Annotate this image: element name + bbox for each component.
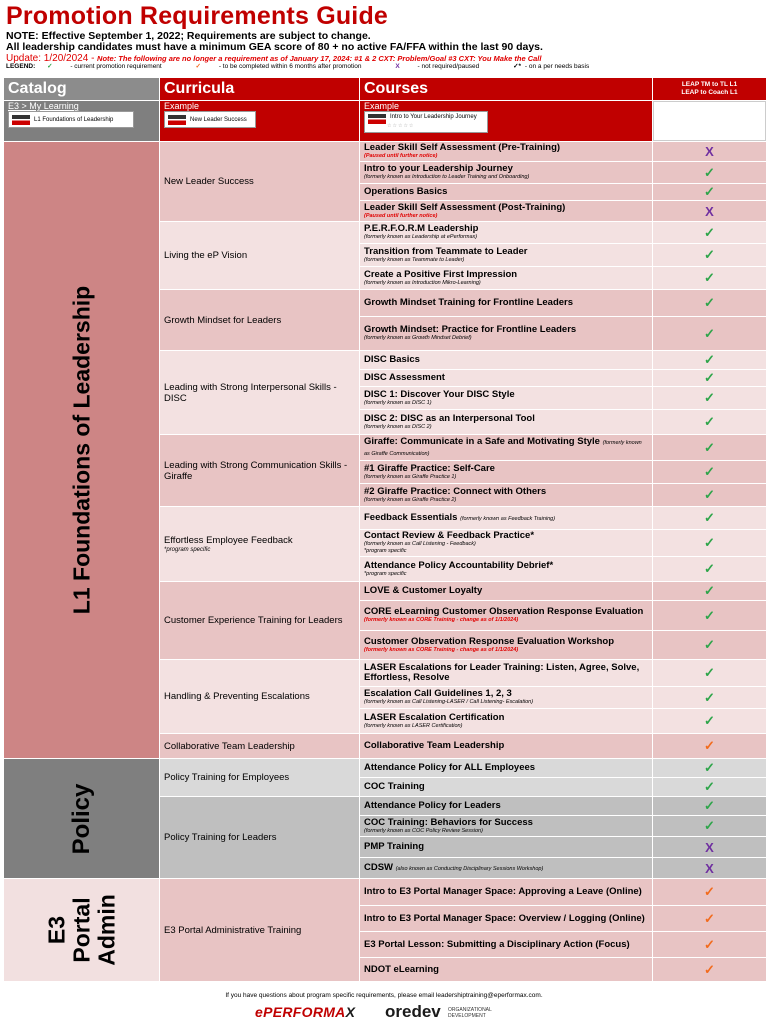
course-row <box>360 435 652 461</box>
header-curricula: Curricula <box>160 78 359 100</box>
course-title <box>364 143 648 153</box>
check-icon: ✓ <box>653 317 766 351</box>
check-icon: ✓ <box>653 222 766 244</box>
curriculum-eef-note: *program specific <box>164 546 211 553</box>
check-icon: ✓ <box>653 484 766 507</box>
course-row <box>360 797 652 816</box>
course-title-text: NDOT eLearning <box>364 963 439 975</box>
course-row <box>360 387 652 410</box>
curriculum-ctl: Collaborative Team Leadership <box>160 734 359 759</box>
curriculum-cxt: Customer Experience Training for Leaders <box>160 582 359 660</box>
course-title <box>364 561 648 571</box>
course-note: (formerly known as Call Listening - Feedback) <box>364 541 476 547</box>
course-title-text: Leader Skill Self Assessment (Pre-Training) <box>364 142 561 153</box>
course-title-text: Transition from Teammate to Leader <box>364 245 528 257</box>
page-title: Promotion Requirements Guide <box>6 2 389 30</box>
course-title-text: #1 Giraffe Practice: Self-Care <box>364 462 495 474</box>
check-icon: ✓ <box>653 709 766 734</box>
gea-note: All leadership candidates must have a minimum GEA score of 80 + no active FA/FFA within the last 90 days. <box>6 41 543 53</box>
course-title <box>364 607 648 617</box>
star-check-icon: ✓* <box>513 63 522 70</box>
check-icon: ✓ <box>653 816 766 837</box>
section-e3 <box>4 879 159 982</box>
course-note: (formerly known as COC Policy Review Session) <box>364 827 483 834</box>
course-row <box>360 687 652 709</box>
course-row <box>360 778 652 797</box>
course-note: (formerly known as DISC 2) <box>364 423 432 430</box>
example-courses-card-text: Intro to Your Leadership Journey <box>390 114 477 120</box>
check-icon: ✓ <box>653 759 766 778</box>
orange-check-icon: ✓ <box>195 63 201 70</box>
course-title <box>364 782 648 792</box>
header-leap-line2: LEAP to Coach L1 <box>681 89 738 96</box>
curriculum-pte: Policy Training for Employees <box>160 759 359 797</box>
curriculum-eef <box>160 507 359 582</box>
check-icon: ✓ <box>653 244 766 267</box>
x-icon: X <box>653 837 766 858</box>
course-row <box>360 932 652 958</box>
course-title-text: DISC 2: DISC as an Interpersonal Tool <box>364 412 535 424</box>
curriculum-ptl: Policy Training for Leaders <box>160 797 359 879</box>
course-title-text: LOVE & Customer Loyalty <box>364 585 483 596</box>
course-row <box>360 184 652 201</box>
eperformax-logo <box>255 1004 355 1020</box>
legend <box>6 62 621 71</box>
course-title <box>364 801 648 811</box>
course-title-text: Intro to your Leadership Journey <box>364 163 513 174</box>
course-title-text: Leader Skill Self Assessment (Post-Training) <box>364 201 566 213</box>
course-title-note: (formerly known as Feedback Training) <box>460 515 556 522</box>
course-row <box>360 162 652 184</box>
section-e3-label <box>44 894 119 966</box>
header-leap-line1: LEAP TM to TL L1 <box>681 81 738 88</box>
update-date: Update: 1/20/2024 - <box>6 53 95 64</box>
check-icon: ✓ <box>653 387 766 410</box>
course-row <box>360 858 652 879</box>
course-row <box>360 958 652 982</box>
eperformax-logo-x: X <box>345 1004 356 1020</box>
course-row <box>360 906 652 932</box>
example-courses <box>360 101 652 141</box>
course-title <box>364 887 648 897</box>
section-e3-line3: Admin <box>93 894 119 966</box>
curriculum-hpe: Handling & Preventing Escalations <box>160 660 359 734</box>
course-title <box>364 818 648 828</box>
check-icon: ✓ <box>653 797 766 816</box>
rating-stars-icon: ☆☆☆☆☆ <box>387 123 415 129</box>
course-title-text: Operations Basics <box>364 186 448 197</box>
course-note: *program specific <box>364 570 407 577</box>
course-title-text: Growth Mindset Training for Frontline Leaders <box>364 297 574 308</box>
check-icon: ✓ <box>653 601 766 631</box>
oredev-logo-sub2: DEVELOPMENT <box>448 1013 486 1019</box>
header-courses: Courses <box>360 78 652 100</box>
course-row <box>360 370 652 387</box>
course-title-note: (formerly known as Giraffe Communication) <box>364 439 642 457</box>
course-title <box>364 637 648 647</box>
course-title-text: Create a Positive First Impression <box>364 268 518 280</box>
curriculum-thumbnail-icon <box>168 115 186 125</box>
oredev-logo-sub1: ORGANIZATIONAL <box>448 1007 492 1013</box>
course-title <box>364 224 648 234</box>
course-title-text: DISC Assessment <box>364 372 445 383</box>
course-title <box>364 586 648 596</box>
course-row <box>360 317 652 351</box>
course-note: (formerly known as DISC 1) <box>364 399 432 406</box>
course-note: (formerly known as Introduction Mikro-Learning) <box>364 279 481 286</box>
curriculum-gml: Growth Mindset for Leaders <box>160 290 359 351</box>
course-title <box>364 437 648 459</box>
course-title <box>364 187 648 197</box>
course-title-text: Growth Mindset: Practice for Frontline Leaders <box>364 324 577 335</box>
example-leap <box>653 101 766 141</box>
course-title-text: Attendance Policy for Leaders <box>364 800 501 811</box>
course-title-text: LASER Escalation Certification <box>364 711 505 723</box>
check-icon: ✓ <box>653 687 766 709</box>
course-title <box>364 741 648 751</box>
section-e3-line2: Portal <box>68 897 94 963</box>
course-row <box>360 709 652 734</box>
orange-check-icon: ✓ <box>653 879 766 906</box>
course-row <box>360 461 652 484</box>
curriculum-lev: Living the eP Vision <box>160 222 359 290</box>
course-title <box>364 464 648 474</box>
course-note-secondary: *program specific <box>364 548 407 554</box>
example-courses-label: Example <box>364 101 400 111</box>
footer-question: If you have questions about program specific requirements, please email leadershiptraining@eperformax.com. <box>225 992 543 999</box>
legend-star-text: - on a per needs basis <box>524 63 590 70</box>
course-note: (Paused until further notice) <box>364 153 438 159</box>
x-icon: X <box>653 858 766 879</box>
legend-orange-text: - to be completed within 6 months after promotion <box>218 63 362 70</box>
course-row <box>360 222 652 244</box>
course-title <box>364 164 648 174</box>
check-icon: ✓ <box>653 557 766 582</box>
course-row <box>360 816 652 837</box>
example-courses-card <box>364 111 488 133</box>
course-title-text: DISC Basics <box>364 354 420 365</box>
legend-x-text: - not required/paused <box>417 63 480 70</box>
example-curricula-label: Example <box>164 101 200 111</box>
course-row <box>360 290 652 317</box>
check-icon: ✓ <box>653 351 766 370</box>
course-note: (formerly known as Teammate to Leader) <box>364 256 465 263</box>
course-note: (formerly known as LASER Certification) <box>364 722 463 729</box>
check-icon: ✓ <box>653 631 766 660</box>
course-note: (formerly known as Giraffe Practice 1) <box>364 473 457 480</box>
course-title <box>364 487 648 497</box>
course-title <box>364 914 648 924</box>
course-title <box>364 270 648 280</box>
orange-check-icon: ✓ <box>653 932 766 958</box>
check-icon: ✓ <box>653 370 766 387</box>
course-title-text: Attendance Policy Accountability Debrief* <box>364 559 554 571</box>
course-title-text: PMP Training <box>364 841 425 852</box>
course-row <box>360 507 652 530</box>
course-title-text: LASER Escalations for Leader Training: Listen, Agree, Solve, Effortless, Resolve <box>364 662 640 683</box>
course-title-text: Giraffe: Communicate in a Safe and Motivating Style <box>364 435 600 447</box>
check-icon: ✓ <box>653 267 766 290</box>
check-icon: ✓ <box>653 410 766 435</box>
course-note: (formerly known as CORE Training - change as of 1/1/2024) <box>364 646 519 653</box>
course-title <box>364 298 648 308</box>
course-row <box>360 631 652 660</box>
course-title <box>364 842 648 852</box>
course-row <box>360 837 652 858</box>
x-icon: X <box>653 142 766 162</box>
course-title-text: DISC 1: Discover Your DISC Style <box>364 388 515 400</box>
course-row <box>360 601 652 631</box>
example-catalog-card <box>8 111 134 128</box>
header-leap <box>653 78 766 100</box>
course-row <box>360 484 652 507</box>
course-row <box>360 267 652 290</box>
check-icon: ✓ <box>653 582 766 601</box>
course-title-text: Intro to E3 Portal Manager Space: Approving a Leave (Online) <box>364 886 642 897</box>
x-icon: X <box>653 201 766 222</box>
course-title-text: CORE eLearning Customer Observation Response Evaluation <box>364 606 644 617</box>
oredev-logo-sub <box>448 1007 492 1019</box>
course-title <box>364 965 648 975</box>
course-row <box>360 582 652 601</box>
course-row <box>360 557 652 582</box>
section-e3-line1: E3 <box>43 915 69 945</box>
check-icon: ✓ <box>653 660 766 687</box>
course-title-text: Escalation Call Guidelines 1, 2, 3 <box>364 688 512 699</box>
course-row <box>360 410 652 435</box>
example-curricula-card <box>164 111 256 128</box>
orange-check-icon: ✓ <box>653 906 766 932</box>
curriculum-nls: New Leader Success <box>160 142 359 222</box>
check-icon: ✓ <box>653 184 766 201</box>
curriculum-eef-title: Effortless Employee Feedback <box>164 534 293 546</box>
course-title <box>364 531 648 541</box>
course-title <box>364 763 648 773</box>
effective-note: NOTE: Effective September 1, 2022; Requirements are subject to change. <box>6 30 371 42</box>
curriculum-disc: Leading with Strong Interpersonal Skills - DISC <box>160 351 359 435</box>
example-catalog <box>4 101 159 141</box>
course-title-text: Attendance Policy for ALL Employees <box>364 762 536 773</box>
course-title-text: COC Training <box>364 781 425 792</box>
curriculum-giraffe: Leading with Strong Communication Skills -Giraffe <box>160 435 359 507</box>
check-icon: ✓ <box>653 778 766 797</box>
curriculum-e3: E3 Portal Administrative Training <box>160 879 359 982</box>
course-title-text: Collaborative Team Leadership <box>364 740 505 751</box>
course-title <box>364 203 648 213</box>
course-title <box>364 663 648 683</box>
check-icon: ✓ <box>47 63 53 70</box>
check-icon: ✓ <box>653 435 766 461</box>
x-icon: X <box>395 63 400 70</box>
course-title <box>364 325 648 335</box>
course-note: (formerly known as CORE Training - change as of 1/1/2024) <box>364 617 519 623</box>
course-note: (formerly known as Call Listening-LASER / Call Listening- Escalation) <box>364 699 534 705</box>
course-note: (formerly known as Introduction to Leader Training and Onboarding) <box>364 174 530 180</box>
course-title <box>364 940 648 950</box>
course-note: (formerly known as Leadership at ePerformax) <box>364 234 478 240</box>
course-title-text: #2 Giraffe Practice: Connect with Others <box>364 485 547 497</box>
section-policy <box>4 759 159 879</box>
check-icon: ✓ <box>653 162 766 184</box>
course-title-text: Customer Observation Response Evaluation Workshop <box>364 635 615 647</box>
course-note: (formerly known as Growth Mindset Debrief) <box>364 335 472 341</box>
example-catalog-card-text: L1 Foundations of Leadership <box>34 116 114 123</box>
course-row <box>360 734 652 759</box>
course-row <box>360 244 652 267</box>
course-title <box>364 247 648 257</box>
update-detail: Note: The following are no longer a requirement as of January 17, 2024: #1 & 2 CXT: Problem/Goal #3 CXT: You Make the Call <box>97 54 542 63</box>
course-title-text: CDSW <box>364 861 394 873</box>
course-note: (Paused until further notice) <box>364 212 438 219</box>
course-title <box>364 863 648 874</box>
course-row <box>360 530 652 557</box>
header-catalog: Catalog <box>4 78 159 100</box>
course-title <box>364 689 648 699</box>
course-title-note: (also known as Conducting Disciplinary Sessions Workshop) <box>395 865 544 872</box>
oredev-logo: oredev <box>385 1002 441 1021</box>
check-icon: ✓ <box>653 461 766 484</box>
legend-label: LEGEND: <box>6 63 36 70</box>
example-catalog-label: E3 > My Learning <box>8 101 79 111</box>
section-l1 <box>4 142 159 759</box>
course-row <box>360 879 652 906</box>
course-row <box>360 759 652 778</box>
course-title-text: E3 Portal Lesson: Submitting a Disciplinary Action (Focus) <box>364 938 630 950</box>
orange-check-icon: ✓ <box>653 958 766 982</box>
check-icon: ✓ <box>653 290 766 317</box>
section-l1-label: L1 Foundations of Leadership <box>68 285 94 615</box>
eperformax-logo-text: ePERFORMA <box>255 1004 346 1020</box>
check-icon: ✓ <box>653 530 766 557</box>
course-title <box>364 355 648 365</box>
course-title <box>364 513 648 524</box>
course-row <box>360 201 652 222</box>
course-row <box>360 351 652 370</box>
course-title <box>364 373 648 383</box>
course-title-text: P.E.R.F.O.R.M Leadership <box>364 223 479 234</box>
course-title-text: Feedback Essentials <box>364 511 458 523</box>
example-curricula <box>160 101 359 141</box>
course-thumbnail-icon <box>368 114 386 124</box>
course-note: (formerly known as Giraffe Practice 2) <box>364 496 457 503</box>
course-title <box>364 414 648 424</box>
legend-check-text: - current promotion requirement <box>70 63 162 70</box>
course-title <box>364 390 648 400</box>
section-policy-label: Policy <box>67 783 95 854</box>
example-curricula-card-text: New Leader Success <box>190 116 247 123</box>
course-row <box>360 142 652 162</box>
course-title <box>364 713 648 723</box>
course-thumbnail-icon <box>12 115 30 125</box>
course-title-text: COC Training: Behaviors for Success <box>364 816 533 828</box>
course-title-text: Contact Review & Feedback Practice* <box>364 530 535 541</box>
orange-check-icon: ✓ <box>653 734 766 759</box>
course-row <box>360 660 652 687</box>
check-icon: ✓ <box>653 507 766 530</box>
course-title-text: Intro to E3 Portal Manager Space: Overview / Logging (Online) <box>364 912 645 924</box>
